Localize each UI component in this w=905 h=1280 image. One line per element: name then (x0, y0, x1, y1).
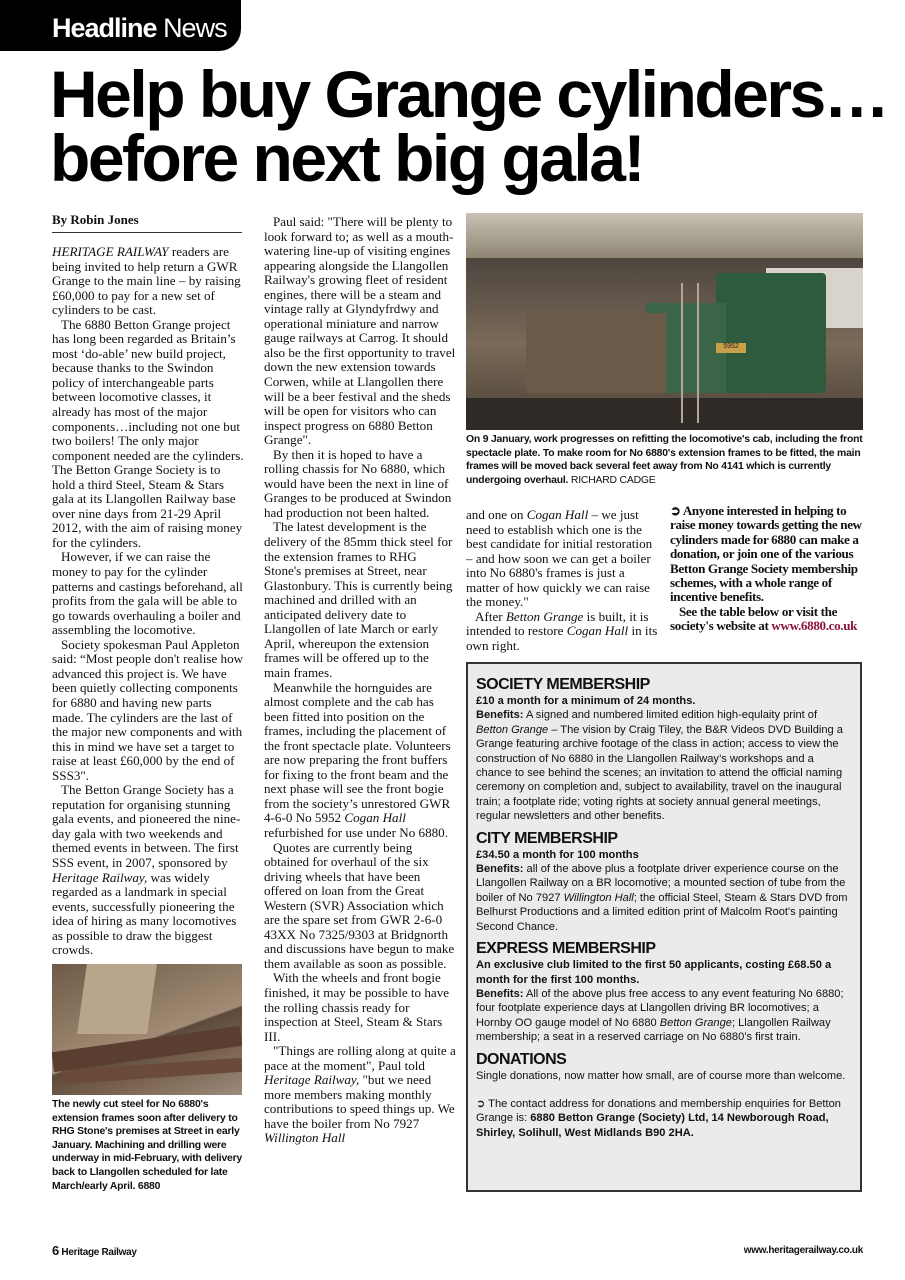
text-segment: Meanwhile the hornguides are almost complete and the cab has been fitted into position on the frames, including the placement of the front spectacle plate. Volunteers are now preparing the front buffers for fixing to the front beam and the next phase will see the front bogie from the society’s unrestored GWR 4-6-0 No 5952 (264, 679, 451, 826)
photo-steel-frames (52, 964, 242, 1095)
text-segment: Cogan Hall (344, 810, 406, 826)
text-segment: Benefits: (476, 863, 524, 876)
text-segment: "Things are rolling along at quite a pace at the moment", Paul told (264, 1043, 456, 1073)
text-segment: in its own right. (466, 623, 658, 653)
text-segment: A signed and numbered limited edition high-equlaity print of (523, 709, 818, 722)
text-segment: and one on (466, 507, 527, 522)
text-segment: By then it is hoped to have a rolling chassis for No 6880, which would have been the next in line of Granges to be produced at Swindon had production not been halted. (264, 446, 452, 520)
headline (50, 57, 900, 195)
article-column-1 (52, 245, 244, 958)
donations-title: DONATIONS (476, 1050, 567, 1068)
article-paragraph (52, 245, 244, 318)
photo-steel-caption: The newly cut steel for No 6880's extension frames soon after delivery to RHG Stone's premises at Street in early January. Machining and drilling were underway in mid-February, with delivery back to Llangollen scheduled for late March/early April. 6880 (52, 1099, 243, 1192)
text-segment: The latest development is the delivery of the 85mm thick steel for the extension frames to RHG Stone's premises at Street, near Glastonbury. This is currently being machined and drilled with an anticipated delivery date to Llangollen of late March or early April, whereupon the extension frames will be offered up to the main frames. (264, 519, 453, 680)
caption-text: On 9 January, work progresses on refitting the locomotive's cab, including the front spectacle plate. To make room for No 6880's extension frames to be fitted, the main frames will be moved back several feet away from No 4141 which is currently undergoing overhaul. (466, 434, 863, 486)
article-paragraph (264, 520, 457, 680)
article-paragraph (466, 610, 658, 654)
footer-left (52, 1243, 137, 1258)
article-paragraph (264, 971, 457, 1044)
text-segment: However, if we can raise the money to pay for the cylinder patterns and castings beforehand, all profits from the gala will be able to go towards overhauling a boiler and assembling the locomotive. (52, 549, 243, 638)
footer-url[interactable]: www.heritagerailway.co.uk (743, 1245, 863, 1256)
text-segment: – The vision by Craig Tiley, the B&R Videos DVD Building a Grange featuring archive footage of the class in action; access to view the construction of No 6880 in the Llangollen Railway’s workshops and a chance to see behind the scenes; an invitation to attend the official naming ceremony on completion and, subject to availability, travel on the inaugural train; a footplate ride; voting rights at society annual general meetings, regular newsletters and other benefits. (476, 723, 843, 823)
number-plate: 5952 (716, 343, 746, 353)
article-paragraph (264, 841, 457, 972)
text-segment: is built, it is intended to restore (466, 608, 649, 639)
article-paragraph (466, 508, 658, 610)
article-column-2 (264, 215, 457, 1146)
city-membership-title: CITY MEMBERSHIP (476, 829, 618, 847)
photo-locomotive-cab (466, 213, 863, 430)
text-segment: all of the above plus a footplate driver experience course on the Llangollen Railway on a BR locomotive; a mounted section of tube from the boiler of No 7927 (476, 863, 846, 904)
text-segment: Betton Grange (476, 723, 549, 736)
text-segment: Paul said: "There will be plenty to look forward to; as well as a mouth-watering line-up of visiting engines appearing alongside the Llangollen Railway's growing fleet of resident engines, there will be a steam and vintage rally at Glyndyfrdwy and operational miniature and narrow gauge railways at Carrog. It should also be the first opportunity to travel down the new extension towards Corwen, while at Llangollen there will be a beer festival and the sheds will be open for visitors who can inspect progress on 6880 Betton Grange". (264, 214, 456, 448)
text-segment: Quotes are currently being obtained for overhaul of the six driving wheels that have been offered on loan from the Great Western (SVR) Association which are the spare set from GWR 2-6-0 43XX No 7325/9303 at Bridgnorth and discussions have begun to make them available as soon as possible. (264, 839, 455, 971)
city-membership-price: £34.50 a month for 100 months (476, 848, 639, 861)
text-segment: Betton Grange (659, 1016, 732, 1029)
article-paragraph (264, 215, 457, 448)
text-segment: After (475, 608, 506, 624)
text-segment: refurbished for use under No 6880. (264, 824, 448, 840)
text-segment: Betton Grange (505, 608, 584, 624)
text-segment: Society spokesman Paul Appleton said: “Most people don't realise how advanced this project is. We have been quietly collecting components for 6880 and having new parts made. The cylinders are the last of the major new components and with this in mind we have set a target to raise at least £60,000 by the end of SSS3". (52, 636, 244, 783)
article-column-3a (466, 508, 658, 653)
express-membership-benefits (476, 987, 852, 1045)
text-segment: – we just need to establish which one is the best candidate for initial restoration – and how soon we can get a boiler into No 6880's frames is just a matter of how quickly we can raise the money." (466, 507, 653, 610)
text-segment: Cogan Hall (566, 623, 629, 639)
article-paragraph (264, 1044, 457, 1146)
donations-text: Single donations, now matter how small, are of course more than welcome. (476, 1069, 846, 1082)
text-segment: All of the above plus free access to any event featuring No 6880; four footplate experience days at Llangollen driving BR locomotives; a Hornby OO gauge model of No 6880 (476, 987, 844, 1029)
photo-main-caption (466, 433, 863, 487)
express-membership-price: An exclusive club limited to the first 50 applicants, costing £68.50 a month for the first 100 months. (476, 959, 832, 986)
text-segment: Heritage Railway, (52, 869, 148, 885)
cta-see-table: See the table below or visit the society's website at (670, 603, 838, 634)
contact-address (476, 1097, 852, 1140)
society-membership-price: £10 a month for a minimum of 24 months. (476, 695, 696, 707)
text-segment: The 6880 Betton Grange project has long been regarded as Britain’s most ‘do-able’ new build project, because thanks to the Swindon policy of interchangeable parts between locomotive classes, it already has most of the major components…including not one but two boilers! The only major component needed are the cylinders. The Betton Grange Society is to hold a third Steel, Steam & Stars gala at its Llangollen Railway base over nine days from 21-29 April 2012, with the aim of raising money for the cylinders. (52, 316, 244, 550)
arrow-icon: ➲ (670, 503, 681, 518)
city-membership-benefits (476, 862, 852, 934)
text-segment: ; the official Steel, Steam & Stars DVD from Belhurst Productions and a limited edition print of Malcolm Root's painting Second Chance. (476, 891, 848, 933)
magazine-name: Heritage Railway (61, 1247, 137, 1258)
text-segment: "but we need more members making monthly contributions to speed things up. We have the boiler from No 7927 (264, 1072, 455, 1131)
article-paragraph (52, 638, 244, 783)
section-tag-light: News (163, 13, 227, 43)
text-segment: Benefits: (476, 709, 524, 722)
text-segment: Willington Hall (264, 1130, 346, 1146)
article-paragraph (52, 783, 244, 958)
article-paragraph (264, 681, 457, 841)
call-to-action (670, 504, 864, 634)
text-segment: Benefits: (476, 987, 524, 1000)
article-paragraph (264, 448, 457, 521)
text-segment: Heritage Railway, (264, 1072, 360, 1088)
text-segment: With the wheels and front bogie finished, it may be possible to have the rolling chassis ready for inspection at Steel, Steam & Stars III. (264, 970, 450, 1044)
photo-credit: RICHARD CADGE (570, 474, 656, 486)
text-segment: ; Llangollen Railway membership; a seat in a reserved carriage on No 6880’s first train. (476, 1016, 831, 1044)
headline-line-2: before next big gala! (50, 121, 643, 195)
membership-box (466, 662, 862, 1192)
text-segment: HERITAGE RAILWAY (52, 244, 169, 259)
article-paragraph (52, 318, 244, 551)
text-segment: Cogan Hall (526, 507, 589, 522)
society-membership-title: SOCIETY MEMBERSHIP (476, 676, 650, 693)
society-website-link[interactable]: www.6880.co.uk (771, 618, 858, 634)
society-membership-benefits (476, 708, 852, 823)
byline: By Robin Jones (52, 212, 242, 233)
express-membership-title: EXPRESS MEMBERSHIP (476, 940, 656, 958)
cta-text: Anyone interested in helping to raise money towards getting the new cylinders made for 6880 can make a donation, or join one of the various Betton Grange Society membership schemes, with a whole range of incentive benefits. (670, 503, 862, 605)
text-segment: readers are being invited to help return a GWR Grange to the main line – by raising £60,000 to pay for a new set of cylinders to be cast. (52, 244, 241, 318)
text-segment: The Betton Grange Society has a reputation for organising stunning gala events, and pioneered the nine-day gala with two weekends and themed events in between. The first SSS event, in 2007, sponsored by (52, 782, 241, 870)
article-paragraph (52, 550, 244, 637)
section-tag-bold: Headline (52, 13, 157, 43)
section-tag (0, 0, 241, 51)
page-number: 6 (52, 1243, 59, 1258)
text-segment: ➲ The contact address for donations and membership enquiries for Betton Grange is: (476, 1097, 841, 1125)
text-segment: was widely regarded as a landmark in special events, successfully pioneering the idea of hiring as many locomotives as possible to draw the biggest crowds. (52, 869, 237, 958)
text-segment: Willington Hall (563, 891, 634, 904)
headline-line-1: Help buy Grange cylinders… (50, 57, 888, 131)
text-segment: 6880 Betton Grange (Society) Ltd, 14 Newborough Road, Shirley, Solihull, West Midlands B90 2HA. (476, 1112, 829, 1139)
